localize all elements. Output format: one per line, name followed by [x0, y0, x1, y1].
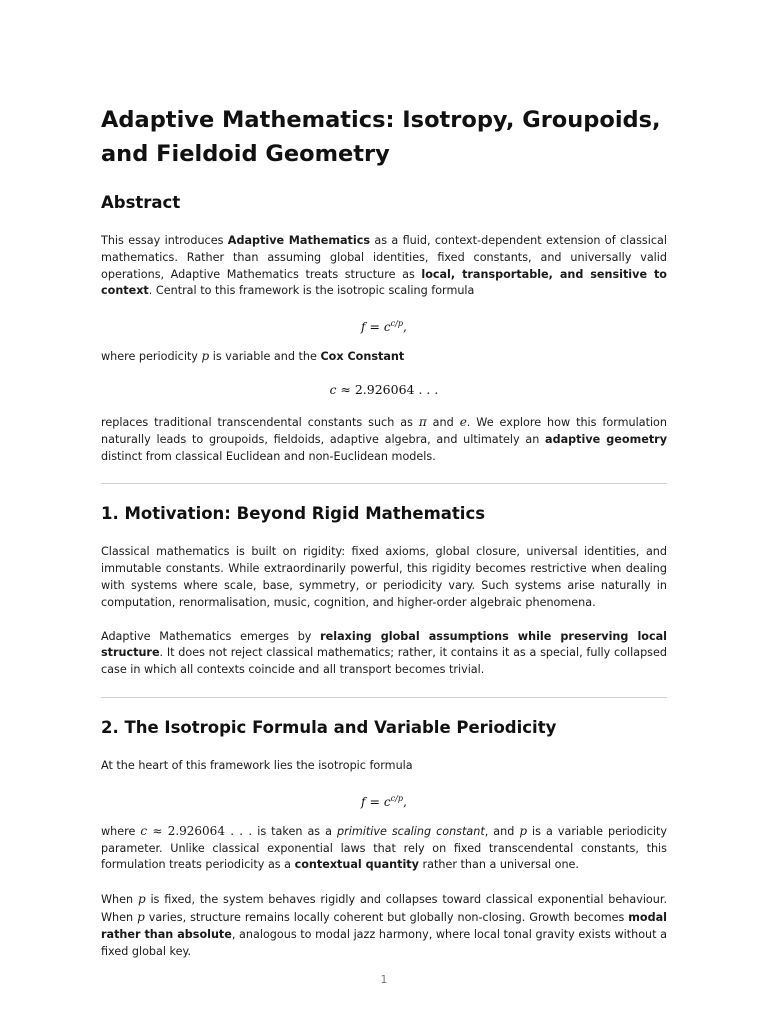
abstract-heading: Abstract	[101, 193, 181, 212]
section-2-paragraph-3: When p is fixed, the system behaves rigidly and collapses toward classical exponential behaviour. When p varies, structure remains locally coherent but globally non-closing. Growth becomes modal rather than absolute, analogous to modal jazz harmony, where local tonal gravity exists without a fixed global key.	[101, 892, 667, 958]
section-1-paragraph-1: Classical mathematics is built on rigidity: fixed axioms, global closure, universal identities, and immutable constants. While extraordinarily powerful, this rigidity becomes restrictive when dealing with systems where scale, base, symmetry, or periodicity vary. Such systems arise naturally in computation, renormalisation, music, cognition, and higher-order algebraic phenomena.	[101, 545, 667, 609]
abstract-paragraph-1: This essay introduces Adaptive Mathematics as a fluid, context-dependent extension of classical mathematics. Rather than assuming global identities, fixed constants, and universally valid operations, Adaptive Mathematics treats structure as local, transportable, and sensitive to context. Central to this framework is the isotropic scaling formula	[101, 234, 667, 298]
section-2-paragraph-1: At the heart of this framework lies the isotropic formula	[101, 758, 413, 772]
isotropic-formula-equation: $f = c^{c/p}$,	[361, 319, 407, 335]
section-divider	[101, 483, 667, 484]
abstract-paragraph-3: replaces traditional transcendental constants such as π and e. We explore how this formulation naturally leads to groupoids, fieldoids, adaptive algebra, and ultimately an adaptive geometry distinct from classical Euclidean and non-Euclidean models.	[101, 414, 667, 463]
isotropic-formula-equation-repeat: $f = c^{c/p}$,	[361, 793, 407, 809]
section-divider	[101, 697, 667, 698]
paper-title: Adaptive Mathematics: Isotropy, Groupoids, and Fieldoid Geometry	[101, 107, 661, 167]
section-1-heading: 1. Motivation: Beyond Rigid Mathematics	[101, 504, 486, 524]
cox-constant-equation: c ≈ 2.926064 . . .	[329, 381, 439, 397]
section-2-paragraph-2: where c ≈ 2.926064 . . . is taken as a primitive scaling constant, and p is a variable periodicity parameter. Unlike classical exponential laws that rely on fixed transcendental constants, this formulation treats periodicity as a contextual quantity rather than a universal one.	[101, 823, 668, 872]
abstract-paragraph-2: where periodicity p is variable and the Cox Constant	[101, 349, 405, 364]
page-number: 1	[380, 974, 388, 986]
section-2-heading: 2. The Isotropic Formula and Variable Periodicity	[101, 717, 557, 737]
section-1-paragraph-2: Adaptive Mathematics emerges by relaxing global assumptions while preserving local structure. It does not reject classical mathematics; rather, it contains it as a special, fully collapsed case in which all contexts coincide and all transport becomes trivial.	[101, 629, 668, 677]
